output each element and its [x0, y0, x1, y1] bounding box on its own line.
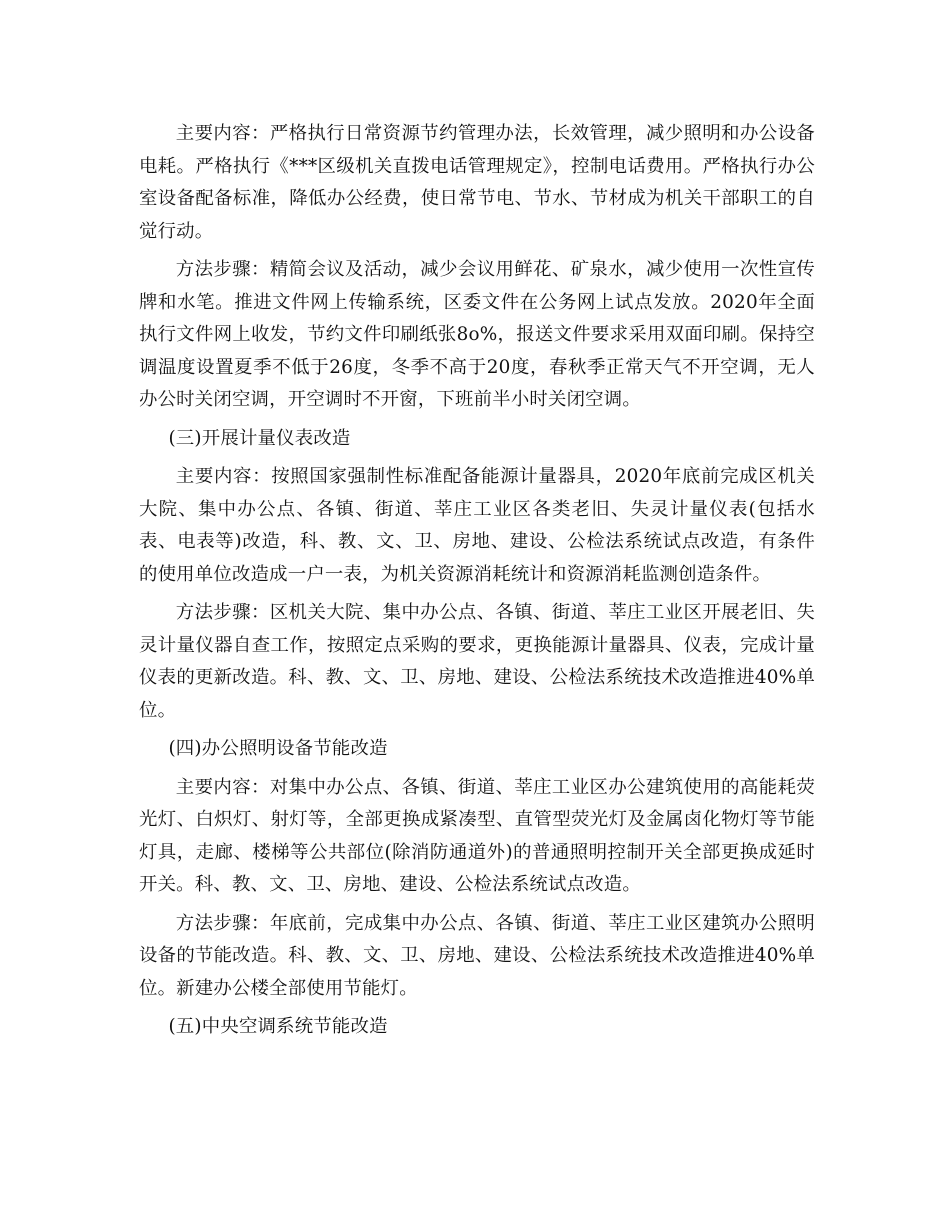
paragraph-main-content-4: 主要内容：对集中办公点、各镇、街道、莘庄工业区办公建筑使用的高能耗荧光灯、白炽灯、射灯等，全部更换成紧凑型、直管型荧光灯及金属卤化物灯等节能灯具，走廊、楼梯等公共部位(除消防通道外)的普通照明控制开关全部更换成延时开关。科、教、文、卫、房地、建设、公检法系统试点改造。: [139, 776, 815, 895]
paragraph-main-content-1: 主要内容：严格执行日常资源节约管理办法，长效管理，减少照明和办公设备电耗。严格执行《***区级机关直拨电话管理规定》，控制电话费用。严格执行办公室设备配备标准，降低办公经费，使日常节电、节水、节材成为机关干部职工的自觉行动。: [139, 123, 815, 242]
paragraph-method-steps-3: 方法步骤：区机关大院、集中办公点、各镇、街道、莘庄工业区开展老旧、失灵计量仪器自查工作，按照定点采购的要求，更换能源计量器具、仪表，完成计量仪表的更新改造。科、教、文、卫、房地、建设、公检法系统技术改造推进40%单位。: [139, 602, 815, 721]
section-heading-4: (四)办公照明设备节能改造: [168, 738, 388, 759]
paragraph-method-steps-4: 方法步骤：年底前，完成集中办公点、各镇、街道、莘庄工业区建筑办公照明设备的节能改造。科、教、文、卫、房地、建设、公检法系统技术改造推进40%单位。新建办公楼全部使用节能灯。: [139, 912, 815, 999]
section-heading-5: (五)中央空调系统节能改造: [168, 1016, 388, 1037]
section-heading-3: (三)开展计量仪表改造: [168, 427, 351, 449]
document-page: [139, 118, 815, 1050]
paragraph-main-content-3: 主要内容：按照国家强制性标准配备能源计量器具，2020年底前完成区机关大院、集中办公点、各镇、街道、莘庄工业区各类老旧、失灵计量仪表(包括水表、电表等)改造，科、教、文、卫、房地、建设、公检法系统试点改造，有条件的使用单位改造成一户一表，为机关资源消耗统计和资源消耗监测创造条件。: [139, 466, 815, 585]
paragraph-method-steps-1: 方法步骤：精简会议及活动，减少会议用鲜花、矿泉水，减少使用一次性宣传牌和水笔。推进文件网上传输系统，区委文件在公务网上试点发放。2020年全面执行文件网上收发，节约文件印刷纸张8o%，报送文件要求采用双面印刷。保持空调温度设置夏季不低于26度，冬季不高于20度，春秋季正常天气不开空调，无人办公时关闭空调，开空调时不开窗，下班前半小时关闭空调。: [139, 259, 815, 410]
